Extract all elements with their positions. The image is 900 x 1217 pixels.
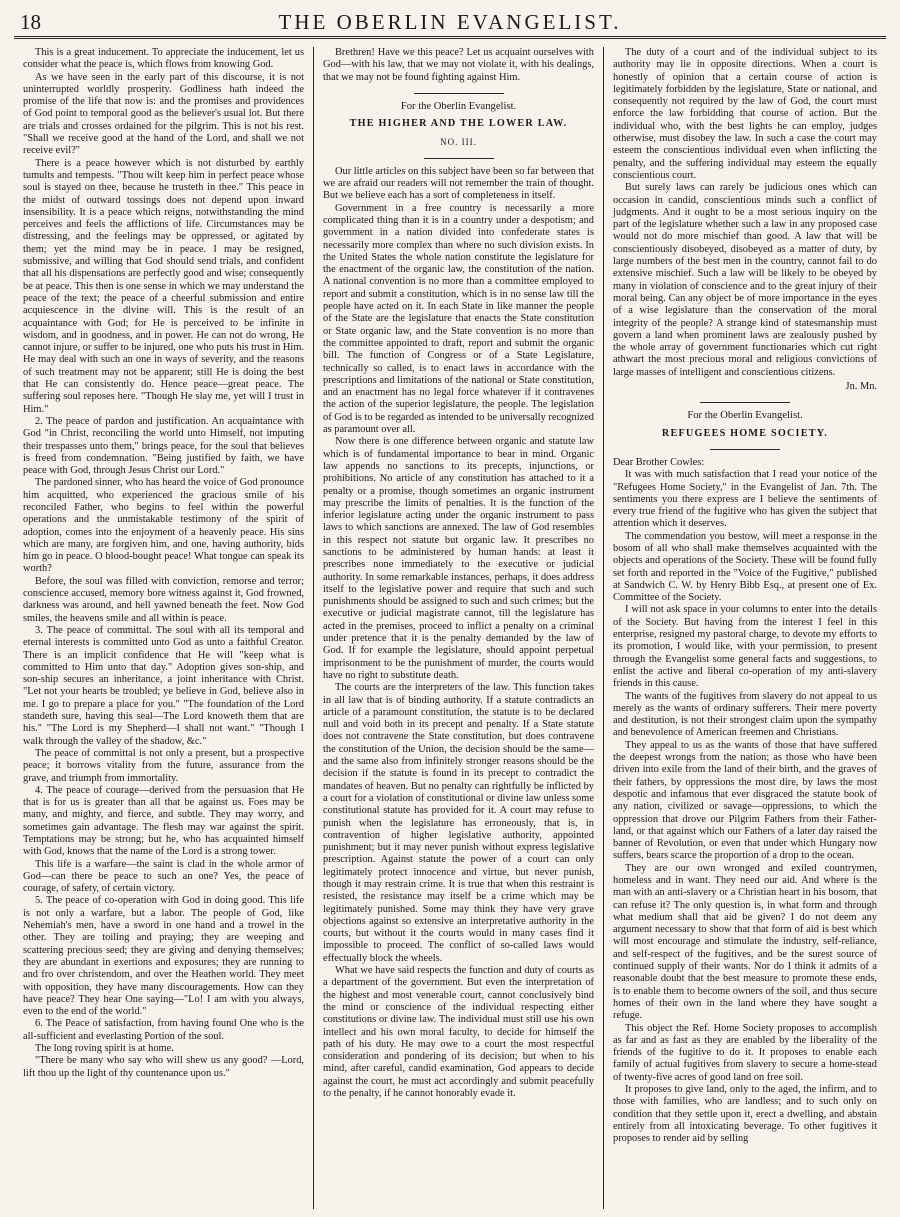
paragraph: This life is a warfare—the saint is clad in the whole armor of God—can there be peace to such an one? Yes, the peace of courage, of safety, of certain victory.: [23, 858, 304, 895]
paragraph: As we have seen in the early part of this discourse, it is not uninterrupted worldly prosperity. Godliness hath indeed the promise of the life that now is: and the promises and providences of God point to temporal good as the believer's usual lot. But there are trials and crosses ordained for the pilgrim. This is not his rest. "Shall we receive good at the hand of the Lord, and shall we not receive evil?": [23, 71, 304, 157]
paragraph: The pardoned sinner, who has heard the voice of God pronounce him acquitted, who experienced the gracious smile of his reconciled Father, who begins to feel within the powerful operations and the unmistakable testimony of the spirit of adoption, comes into the enjoyment of a heavenly peace. His sins which are many, are forgiven him, and one, having authority, bids him go in peace. O blood-bought peace! What tongue can speak its worth?: [23, 477, 304, 575]
paragraph: 3. The peace of committal. The soul with all its temporal and eternal interests is committed unto God as unto a faithful Creator. There is an implicit confidence that He will "keep what is committed to Him unto that day." Adoption gives son-ship, and son-ship secures an inheritance, a joint inheritance with Christ. "Let not your hearts be troubled; ye believe in God, believe also in me. I go to prepare a place for you." "The foundation of the Lord standeth sure, having this seal—The Lord knoweth them that are his." "The Lord is my Shepherd—I shall not want." "Though I walk through the valley of the shadow, &c.": [23, 624, 304, 747]
paragraph: This is a great inducement. To appreciate the inducement, let us consider what the peace is, which flows from knowing God.: [23, 47, 304, 71]
paragraph: Government in a free country is necessarily a more complicated thing than it is in a country under a despotism; and government in a nation divided into confederate states is necessarily more complex than where no such division exists. In the United States the whole nation constitute the legislature for the enactment of the organic law, the constitution of the nation. A national convention is no more than a committee employed to report and submit a constitution, which is in no sense law till the people have acted on it. In each State in like manner the people of the State are the legislature that enacts the State constitution or State organic law, and the State convention is no more than the committee appointed to draft, report and submit the organic bill. The function of Congress or of a State Legislature, technically so called, is to enact laws in accordance with the prescriptions and limitations of the national or State constitution, and an enactment has no legal force whatever if it contravenes the action of the superior legislature, the people. The legislation of God is to be regarded as intended to be universally recognized as paramount over all.: [323, 202, 594, 436]
paragraph: What we have said respects the function and duty of courts as a department of the government. But even the interpretation of the highest and most venerable court, cannot conclusively bind the mind or conscience of the individual respecting either constitutions or divine law. The individual must still use his own intellect and his own moral faculty, to decide for himself the path of his duty. He may owe to a court the most respectful consideration and pondering of its decision; but when to his mind, after careful, candid examination, God appears to decide against the court, he must act accordingly and submit peacefully to the penalty, if he cannot honorably evade it.: [323, 965, 594, 1100]
paragraph: The peace of committal is not only a present, but a prospective peace; it borrows vitality from the future, assurance from the grave, and triumph from immortality.: [23, 747, 304, 784]
paragraph: The commendation you bestow, will meet a response in the bosom of all who shall make themselves acquainted with the objects and operations of the Society. These will be found fully set forth and reported in the "Voice of the Fugitive," published at Sandwich C. W. by Henry Bibb Esq., at present one of Ex. Committee of the Society.: [613, 530, 877, 604]
paragraph: 6. The Peace of satisfaction, from having found One who is the all-sufficient and everlasting Portion of the soul.: [23, 1018, 304, 1042]
paragraph: They are our own wronged and exiled countrymen, homeless and in want. They need our aid. And where is the man with an anti-slavery or a Christian heart in his bosom, that can refuse it? The only question is, in what form and through what medium shall that aid be given? I do not deem any argument necessary to show that that form of aid is best which will most encourage and stimulate the industry, self-reliance, and self-respect of the fugitives, and be the surest source of continued supply of their wants. Nor do I think it admits of a reasonable doubt that the best measure to promote these ends, is to enable them to become owners of the soil, and thus secure homes of their own in the land where they have sought a refuge.: [613, 862, 877, 1022]
section-attribution: For the Oberlin Evangelist.: [687, 410, 803, 422]
paragraph: "There be many who say who will shew us any good? —Lord, lift thou up the light of thy countenance upon us.": [23, 1055, 304, 1079]
column-1: [14, 47, 314, 1209]
paragraph: The wants of the fugitives from slavery do not appeal to us merely as the wants of ordinary sufferers. Their mere poverty and destitution, is not their strongest claim upon the sympathy and benevolence of American freemen and Christians.: [613, 690, 877, 739]
paragraph: This object the Ref. Home Society proposes to accomplish as far and as fast as they are enabled by the liberality of the friends of the fugitive to do it. It proposes to enable each family of actual fugitives from slavery to secure a home-stead of twenty-five acres of good land on free soil.: [613, 1022, 877, 1083]
paragraph: The long roving spirit is at home.: [35, 1043, 174, 1055]
page-number: 18: [20, 10, 41, 34]
article-number: NO. III.: [440, 137, 477, 148]
article-title: REFUGEES HOME SOCIETY.: [661, 427, 829, 439]
paragraph: Before, the soul was filled with conviction, remorse and terror; conscience accused, memory bore witness against it, God frowned, darkness was around, and hell yawned beneath the feet. Now God smiles, the heavens smile and all within is peace.: [23, 575, 304, 624]
divider: [414, 93, 504, 94]
column-3: [604, 47, 886, 1209]
paragraph: Now there is one difference between organic and statute law which is of fundamental importance to bear in mind. Organic law appends no sanctions to its precepts, injunctions, or prohibitions. No article of any constitution has attached to it a penalty or a promise, though sometimes an organic instrument may prescribe the limits of penalties. It is the function of the inferior legislature acting under the organic instrument to pass laws to which sanctions are annexed. The law of God resembles in this respect not statute but organic law. It prescribes no sanctions to be administered by human hands: at least it prescribes none immediately to the executive or judicial authority. In some remarkable instances, perhaps, it does address itself to the legislative power and require that such and such punishments should be assigned to such and such crimes; but the executive or judicial magistrate cannot, till the legislature has acted in the premises, proceed to inflict a penalty on a criminal under pretence that it is the penalty demanded by the law of God. If for example the legislature, should appoint perpetual imprisonment to be the punishment of murder, the courts would have no right to substitute death.: [323, 436, 594, 681]
divider: [424, 158, 494, 159]
paragraph: 5. The peace of co-operation with God in doing good. This life is not only a warfare, but a labor. The people of God, like Nehemiah's men, have a sword in one hand and a trowel in the other. They are toiling and praying; they are weeping and scattering precious seed; they are giving and denying themselves; they are abundant in exertions and exposures; they are running to and fro over christendom, and over the Heathen world. They meet with opposition, they have many discouragements. How can they have peace? They hear One saying—"Lo! I am with you always, even to the end of the world.": [23, 895, 304, 1018]
paragraph: Our little articles on this subject have been so far between that we are afraid our readers will not remember the train of thought. But we believe each has a sort of completeness in itself.: [323, 165, 594, 202]
article-columns: [14, 47, 886, 1209]
paragraph: 2. The peace of pardon and justification. An acquaintance with God "in Christ, reconciling the world unto Himself, not imputing their trespasses unto them," brings peace, for the soul that believes is freed from condemnation. "Being justified by faith, we have peace with God, through Jesus Christ our Lord.": [23, 415, 304, 477]
column-2: [314, 47, 604, 1209]
paragraph: The courts are the interpreters of the law. This function takes in all law that is of binding authority. If a statute contradicts an article of a paramount constitution, the statute is to be declared null and void both in its precept and penalty. If a State statute does not contravene the State constitution, but does contravene the constitution of the Union, the decision should be the same—and the same also from infinitely stronger reasons should be the decision if the statute is found in its precept to contradict the mandates of heaven. But no penalty can rightfully be inflicted by a court for a violation of constitutional or divine law unless some constitutional statute has provided for it. A court may refuse to punish when the legislature has erroneously, that is, in contravention of higher legislative authority, appointed punishment; but it may never punish without express legislative prescription. Against statute the power of a court can only legitimately protect innocence and virtue, but never punish, though it may restrain crime. It is true that when this restraint is resisted, the resistance may itself be a crime which may be legitimately punished. Some may think they have very grave objections against so extensive an interpretative authority in the courts, but without it the courts would in many cases find it impossible to proceed. The conflict of so-called laws would effectually block the wheels.: [323, 682, 594, 964]
newspaper-title: THE OBERLIN EVANGELIST.: [278, 10, 622, 34]
section-attribution: For the Oberlin Evangelist.: [400, 100, 517, 112]
paragraph: It was with much satisfaction that I read your notice of the "Refugees Home Society," in the Evangelist of Jan. 7th. The sentiments you there express are I believe the sentiments of every true friend of the fugitive who has given the subject that attention which it deserves.: [613, 469, 877, 530]
paragraph: It proposes to give land, only to the aged, the infirm, and to those with families, who are landless; and to such only on condition that they settle upon it, erect a dwelling, and abstain entirely from all intoxicating beverage. To other fugitives it proposes to render aid by selling: [613, 1084, 877, 1145]
paragraph: There is a peace however which is not disturbed by earthly tumults and tempests. "Thou wilt keep him in perfect peace whose soul is stayed on thee, because he trusteth in thee." This peace in the midst of outward tossings does not depend upon inward insensibility. It is a peace which reigns, notwithstanding the mind perceives and feels the afflictions of life. Circumstances may be distressing, and the feelings may be oppressed, or agitated by them; yet the mind may be in peace. I may be resigned, submissive, and willing that God should send trials, and confident that all his dispensations are perfectly good and wise; consequently be at peace. This then is one sense in which we may understand the peace of the text; the peace of a cheerful submission and entire acquiescence in the divine will. This is the result of an acquaintance with God; for He is perceived to be infinite in wisdom, and in goodness, and in power. He can not do wrong, He cannot injure, or suffer to be injured, one who puts his trust in Him. He may deal with such an one in ways of severity, and the reasons of such treatment may not be apparent; still He is doing the best that He can consistently do. Hence peace—great peace. The suffering soul reposes here. "Though He slay me, yet will I trust in Him.": [23, 157, 304, 415]
paragraph: The duty of a court and of the individual subject to its authority may lie in opposite directions. When a court is honestly of opinion that a certain course of action is legitimately forbidden by the legislature, State or national, and consequently not required by the law of God, the court must enforce the law forbidding that course of action. But the individual who, with the best lights he can employ, judges otherwise, must disobey the law. In such a case the court may esteem the conscientious individual even when inflicting the penalty, and the suffering individual may esteem the equally conscientious court.: [613, 47, 877, 181]
divider: [710, 449, 780, 450]
divider: [700, 402, 790, 403]
author-signature: Jn. Mn.: [845, 381, 877, 393]
letter-greeting: Dear Brother Cowles:: [613, 456, 705, 468]
paragraph: 4. The peace of courage—derived from the persuasion that He that is for us is greater than all that be against us. Foes may be many, and mighty, and fierce, and subtle. They may worry, and sometimes gain advantage. The flesh may war against the spirit. Temptations may be strong; but he, who has acquainted himself with God, knows that the name of the Lord is a strong tower.: [23, 784, 304, 858]
article-title: THE HIGHER AND THE LOWER LAW.: [349, 118, 568, 130]
paragraph: But surely laws can rarely be judicious ones which can occasion in candid, conscientious minds such a conflict of judgments. And it ought to be a most serious inquiry on the part of the legislature whether such a law in any proposed case would not do more mischief than good. A law that will be conscientiously disobeyed, disobeyed as a matter of duty, by large numbers of the best men in the country, cannot fail to do extensive mischief. Such a law will be likely to be obeyed by many in violation of conscience and to the great injury of their moral being. Can any object be of more importance in the eyes of a wise legislature than the conservation of the moral integrity of the people? A strange kind of statesmanship must govern a land when prominent laws are zealously pushed by the whole array of government functionaries which cut right athwart the most precious moral and religious convictions of large masses of intelligent and conscientious citizens.: [613, 182, 877, 378]
paragraph: They appeal to us as the wants of those that have suffered the deepest wrongs from the nation; as those who have been driven into exile from the land of their birth, and the graves of their fathers, by oppressions the most dire, by laws the most despotic and infamous that ever disgraced the statute book of any nation, civilized or savage—oppressions, to which the oppression that drove our Pilgrim Fathers from their Father-land, or that against which our Fathers of a later day raised the banner of Revolution, or even that under which Hungary now suffers, bears scarce the proportion of a drop to the ocean.: [613, 739, 877, 862]
paragraph: I will not ask space in your columns to enter into the details of the Society. But having from the interest I feel in this enterprise, resigned my pastoral charge, to devote my efforts to its promotion, I would like, with your permission, to present through the Evangelist some general facts and suggestions, to enlist the active and liberal co-operation of my anti-slavery friends in this cause.: [613, 604, 877, 690]
masthead: [14, 6, 886, 39]
paragraph: Brethren! Have we this peace? Let us acquaint ourselves with God—with his law, that we may not violate it, with his dealings, that we may not be found fighting against Him.: [323, 47, 594, 83]
